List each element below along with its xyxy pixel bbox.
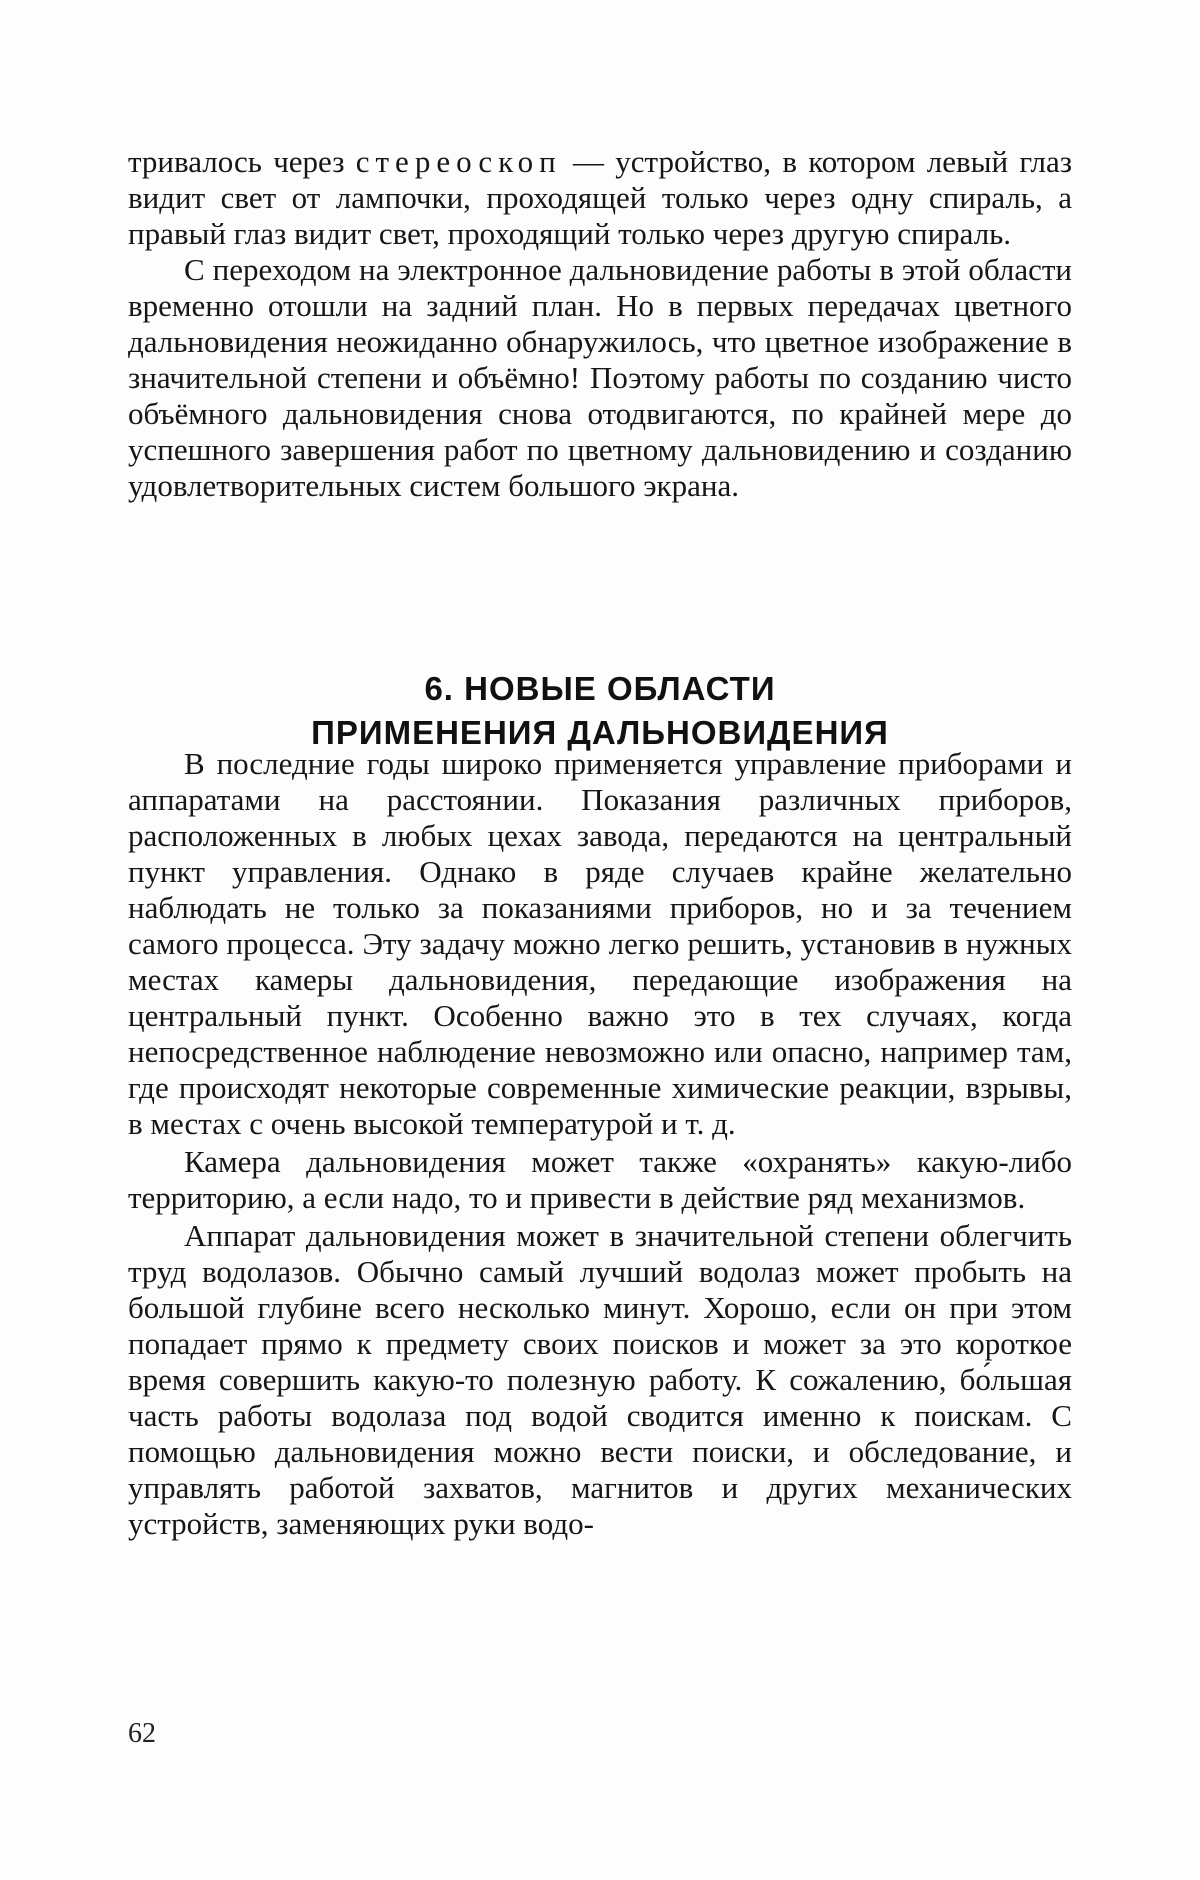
book-page — [0, 0, 1200, 1880]
paragraph: Аппарат дальновидения может в значительной степени облегчить труд водолазов. Обычно самый лучший водолаз может пробыть на большой глубине всего несколько минут. Хорошо, если он при этом попадает прямо к предмету своих поисков и может за это короткое время совершить какую-то полезную работу. К сожалению, бо́льшая часть работы водолаза под водой сводится именно к поискам. С помощью дальновидения можно вести поиски, и обследование, и управлять работой захватов, магнитов и других механических устройств, заменяющих руки водо- — [128, 1218, 1072, 1542]
section-heading-line-2: ПРИМЕНЕНИЯ ДАЛЬНОВИДЕНИЯ — [128, 711, 1072, 755]
page-number: 62 — [128, 1718, 156, 1750]
continuation-paragraph — [128, 144, 1072, 252]
paragraph: С переходом на электронное дальновидение работы в этой области временно отошли на задний план. Но в первых передачах цветного дальновидения неожиданно обнаружилось, что цветное изображение в значительной степени и объёмно! Поэтому работы по созданию чисто объёмного дальновидения снова отодвигаются, по крайней мере до успешного завершения работ по цветному дальновидению и созданию удовлетворительных систем большого экрана. — [128, 252, 1072, 504]
paragraph: В последние годы широко применяется управление приборами и аппаратами на расстоянии. Показания различных приборов, расположенных в любых цехах завода, передаются на центральный пункт управления. Однако в ряде случаев крайне желательно наблюдать не только за показаниями приборов, но и за течением самого процесса. Эту задачу можно легко решить, установив в нужных местах камеры дальновидения, передающие изображения на центральный пункт. Особенно важно это в тех случаях, когда непосредственное наблюдение невозможно или опасно, например там, где происходят некоторые современные химические реакции, взрывы, в местах с очень высокой температурой и т. д. — [128, 746, 1072, 1142]
continuation-text — [128, 144, 1072, 504]
spaced-term: стереоскоп — [356, 144, 562, 179]
section-heading — [128, 667, 1072, 755]
paragraph: Камера дальновидения может также «охранять» какую-либо территорию, а если надо, то и привести в действие ряд механизмов. — [128, 1144, 1072, 1216]
paragraph-text-end: — устройство, в котором левый глаз видит свет от лампочки, проходящей только через одну спираль, а правый глаз видит свет, проходящий только через другую спираль. — [128, 144, 1072, 251]
paragraph-text-start: тривалось через — [128, 144, 356, 179]
section-body — [128, 746, 1072, 1544]
section-heading-line-1: 6. НОВЫЕ ОБЛАСТИ — [128, 667, 1072, 711]
